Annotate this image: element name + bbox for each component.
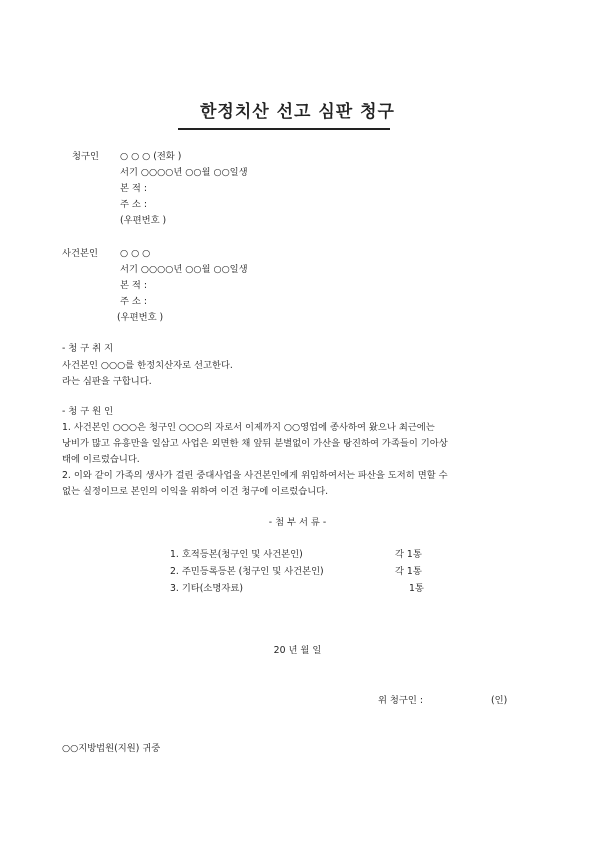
purpose-heading: - 청 구 취 지 — [62, 343, 114, 354]
claimant-birth: 서기 ○○○○년 ○○월 ○○일생 — [120, 167, 248, 178]
attachment-item-qty: 각 1통 — [395, 549, 422, 560]
claimant-label: 청구인 — [72, 151, 99, 162]
attachments-heading: - 첨 부 서 류 - — [268, 517, 327, 528]
attachment-item-qty: 1통 — [409, 583, 424, 594]
cause-line: 없는 실정이므로 본인의 이익을 위하여 이건 청구에 이르렀습니다. — [62, 486, 329, 497]
cause-line: 2. 이와 같이 가족의 생사가 걸린 중대사업을 사건본인에게 위임하여서는 파산을 도저히 면할 수 — [62, 470, 448, 481]
subject-label: 사건본인 — [62, 248, 98, 259]
seal-mark: (인) — [491, 695, 508, 706]
attachment-item-name: 3. 기타(소명자료) — [170, 583, 243, 594]
claimant-postal: (우편번호 ) — [120, 215, 167, 226]
claimant-name-line: ○ ○ ○ (전화 ) — [120, 151, 182, 162]
filing-date: 20 년 월 일 — [273, 645, 322, 656]
subject-address: 주 소 : — [120, 296, 148, 307]
document-title: 한정치산 선고 심판 청구 — [200, 102, 395, 122]
claimant-address: 주 소 : — [120, 199, 148, 210]
court-addressee: ○○지방법원(지원) 귀중 — [62, 743, 161, 754]
subject-domicile: 본 적 : — [120, 280, 148, 291]
signature-label: 위 청구인 : — [378, 695, 423, 706]
cause-line: 1. 사건본인 ○○○은 청구인 ○○○의 자로서 이제까지 ○○영업에 종사하여 왔으나 최근에는 — [62, 422, 435, 433]
attachment-item-qty: 각 1통 — [395, 566, 422, 577]
title-underline — [178, 128, 390, 130]
cause-line: 낭비가 많고 유흥만을 일삼고 사업은 외면한 채 앞뒤 분별없이 가산을 탕진하여 가족들이 기아상 — [62, 438, 448, 449]
subject-birth: 서기 ○○○○년 ○○월 ○○일생 — [120, 264, 248, 275]
cause-line: 태에 이르렀습니다. — [62, 454, 140, 465]
attachment-item-name: 2. 주민등록등본 (청구인 및 사건본인) — [170, 566, 324, 577]
subject-name-line: ○ ○ ○ — [120, 248, 151, 259]
subject-postal: (우편번호 ) — [117, 312, 164, 323]
attachment-item-name: 1. 호적등본(청구인 및 사건본인) — [170, 549, 303, 560]
claimant-domicile: 본 적 : — [120, 183, 148, 194]
cause-heading: - 청 구 원 인 — [62, 406, 114, 417]
purpose-line: 라는 심판을 구합니다. — [62, 376, 152, 387]
purpose-line: 사건본인 ○○○를 한정치산자로 선고한다. — [62, 360, 233, 371]
